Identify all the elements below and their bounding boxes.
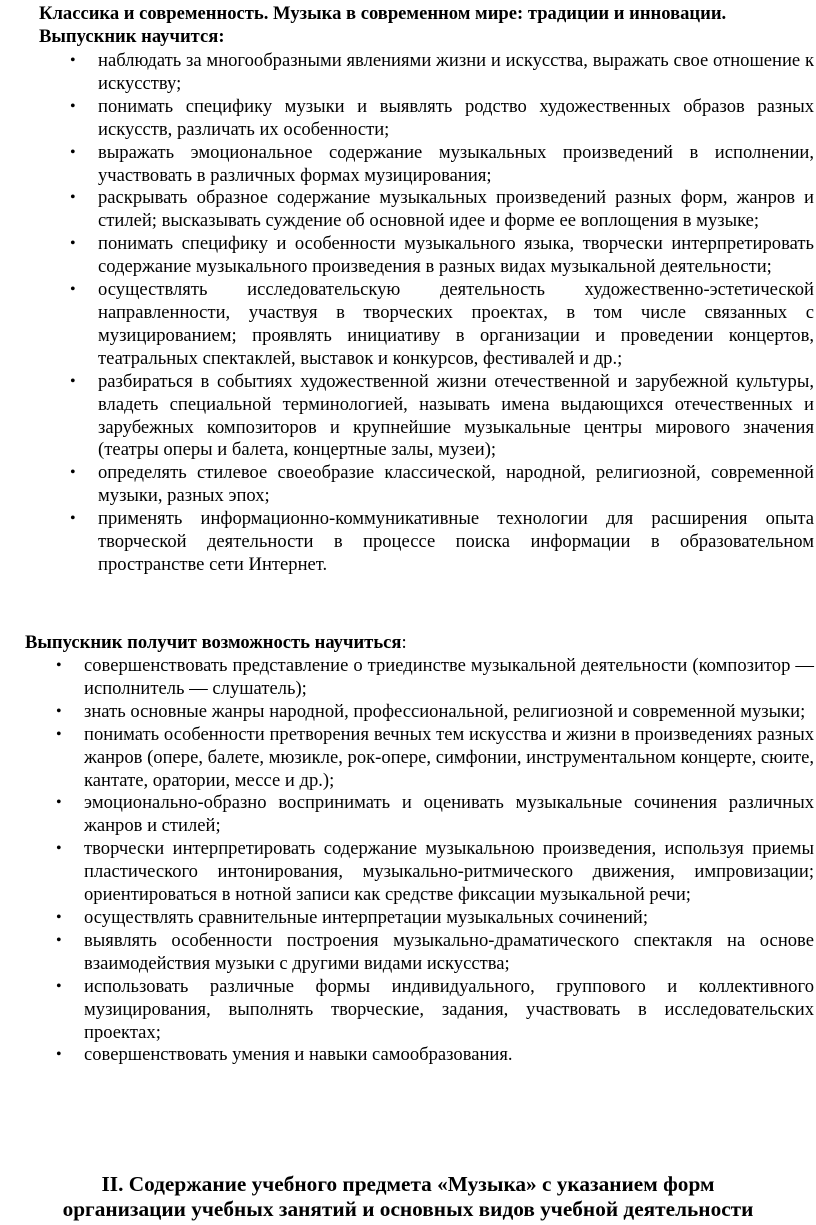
list-item (70, 233, 814, 279)
list-item (70, 95, 814, 142)
bullet-icon: • (56, 908, 62, 926)
list-item-text: разбираться в событиях художественной жизни отечественной и зарубежной культуры, владеть специальной терминологией, называть имена выдающихся отечественных и зарубежных композиторов и крупнейшие музыкальные центры мирового значения (театры оперы и балета, концертные залы, музеи); (98, 370, 814, 461)
list-item-text: осуществлять сравнительные интерпретации музыкальных сочинений; (84, 906, 649, 928)
bullet-icon: • (56, 794, 62, 812)
list-item (56, 975, 814, 1045)
list-item (56, 792, 814, 838)
list-item (56, 723, 814, 793)
list-item-text: понимать специфику музыки и выявлять родство художественных образов разных искусств, различать их особенности; (98, 95, 814, 140)
bullet-icon: • (56, 1046, 62, 1064)
list-item-text: применять информационно-коммуникативные технологии для расширения опыта творческой деятельности в процессе поиска информации в образовательном пространстве сети Интернет. (98, 508, 814, 575)
section-heading (39, 3, 799, 49)
list-item (70, 50, 814, 96)
list-item-text: эмоционально-образно воспринимать и оценивать музыкальные сочинения различных жанров и стилей; (84, 792, 814, 837)
heading-learner-will-learn: Выпускник научится: (39, 25, 225, 47)
bullet-icon: • (56, 977, 62, 995)
list-item (56, 700, 814, 724)
bullet-icon: • (70, 372, 76, 390)
list-item-text: использовать различные формы индивидуального, группового и коллективного музицирования, выполнять творческие, задания, участвовать в исследовательских проектах; (84, 975, 814, 1043)
bullet-icon: • (70, 510, 76, 528)
subhead-colon: : (401, 632, 407, 653)
list-item (56, 655, 814, 701)
bullet-icon: • (56, 840, 62, 858)
list-item-text: выявлять особенности построения музыкально-драматического спектакля на основе взаимодействия музыки с другими видами искусства; (84, 929, 814, 974)
list-item-text: совершенствовать представление о триединстве музыкальной деятельности (композитор — исполнитель — слушатель); (84, 655, 814, 699)
extended-outcomes-list (56, 655, 814, 1067)
section-title-line: организации учебных занятий и основных видов учебной деятельности (62, 1197, 754, 1221)
list-item-text: осуществлять исследовательскую деятельность художественно-эстетической направленности, участвуя в творческих проектах, в том числе связанных с музицированием; проявлять инициативу в организации и проведении концертов, театральных спектаклей, выставок и конкурсов, фестивалей и др.; (98, 279, 814, 369)
list-item-text: выражать эмоциональное содержание музыкальных произведений в исполнении, участвовать в различных формах музицирования; (98, 141, 814, 186)
bullet-icon: • (70, 281, 76, 299)
bullet-icon: • (56, 657, 62, 674)
heading-title: Классика и современность. Музыка в современном мире: традиции и инновации. (39, 3, 727, 24)
list-item (70, 370, 814, 463)
subhead-text: Выпускник получит возможность научиться (25, 632, 402, 653)
list-item-text: знать основные жанры народной, профессиональной, религиозной и современной музыки; (84, 700, 806, 722)
bullet-icon: • (70, 52, 76, 69)
bullet-icon: • (70, 464, 76, 482)
list-item (56, 1044, 814, 1067)
list-item (56, 929, 814, 976)
list-item (56, 838, 814, 907)
list-item-text: определять стилевое своеобразие классической, народной, религиозной, современной музыки, разных эпох; (98, 462, 814, 507)
list-item (70, 141, 814, 188)
bullet-icon: • (70, 97, 76, 115)
list-item-text: понимать особенности претворения вечных тем искусства и жизни в произведениях разных жанров (опере, балете, мюзикле, рок-опере, симфонии, инструментальном концерте, сюите, кантате, оратории, мессе и др.); (84, 723, 814, 791)
bullet-icon: • (56, 931, 62, 949)
list-item-text: совершенствовать умения и навыки самообразования. (84, 1044, 513, 1066)
list-item-text: понимать специфику и особенности музыкального языка, творчески интерпретировать содержание музыкального произведения в разных видах музыкальной деятельности; (98, 233, 814, 278)
list-item-text: раскрывать образное содержание музыкальных произведений разных форм, жанров и стилей; высказывать суждение об основной идее и форме ее воплощения в музыке; (98, 187, 814, 232)
list-item-text: наблюдать за многообразными явлениями жизни и искусства, выражать свое отношение к искусству; (98, 50, 814, 94)
bullet-icon: • (70, 189, 76, 207)
section-title (0, 1172, 816, 1222)
list-item (70, 462, 814, 508)
list-item (56, 906, 814, 930)
learning-outcomes-list (70, 50, 814, 577)
section-title-line: II. Содержание учебного предмета «Музыка» с указанием форм (101, 1172, 715, 1196)
heading-learner-may-learn (25, 632, 407, 655)
list-item-text: творчески интерпретировать содержание музыкальною произведения, используя приемы пластического интонирования, музыкально-ритмического движения, импровизации; ориентироваться в нотной записи как средстве фиксации музыкальной речи; (84, 838, 814, 906)
bullet-icon: • (56, 725, 62, 743)
bullet-icon: • (70, 143, 76, 161)
list-item (70, 279, 814, 371)
bullet-icon: • (70, 235, 76, 253)
list-item (70, 187, 814, 233)
list-item (70, 508, 814, 577)
bullet-icon: • (56, 702, 62, 720)
